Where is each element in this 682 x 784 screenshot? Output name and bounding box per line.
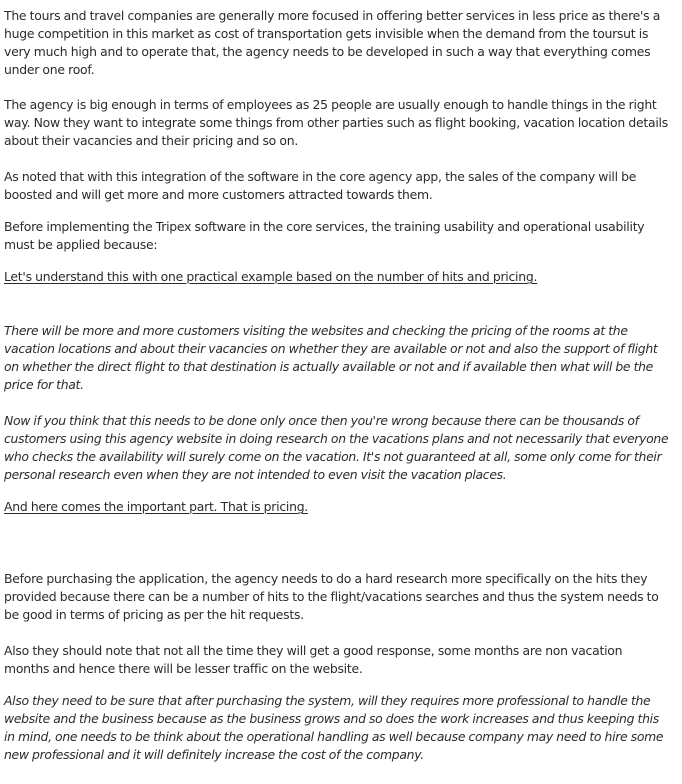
- paragraph-integration: As noted that with this integration of the software in the core agency app, the sales of the company will be boosted and will get more and more customers attracted towards them.: [4, 169, 637, 202]
- paragraph-more-professionals: Also they need to be sure that after purchasing the system, will they requires more professional to handle the website and the business because as the business grows and so does the work increases and thus keeping this in mind, one needs to be think about the operational handling as well because company may need to hire some new professional and it will definitely increase the cost of the company.: [4, 693, 664, 762]
- example-heading: Let's understand this with one practical example based on the number of hits and pricing.: [4, 269, 538, 284]
- paragraph-traffic-note: Also they should note that not all the time they will get a good response, some months are non vacation months and hence there will be lesser traffic on the website.: [4, 643, 623, 676]
- paragraph-before-purchasing: Before purchasing the application, the agency needs to do a hard research more specifically on the hits they provided because there can be a number of hits to the flight/vacations searches and thus the system needs to be good in terms of pricing as per the hit requests.: [4, 571, 659, 622]
- paragraph-before-implementing: Before implementing the Tripex software in the core services, the training usability and operational usability must be applied because:: [4, 219, 645, 252]
- paragraph-customers-visiting: There will be more and more customers visiting the websites and checking the pricing of the rooms at the vacation locations and about their vacancies on whether they are available or not and also the support of flight on whether the direct flight to that destination is actually available or not and if available then what will be the price for that.: [4, 323, 658, 392]
- paragraph-only-once: Now if you think that this needs to be done only once then you're wrong because there can be thousands of customers using this agency website in doing research on the vacations plans and not necessarily that everyone who checks the availability will surely come on the vacation. It's not guaranteed at all, some only come for their personal research even when they are not intended to even visit the vacation places.: [4, 413, 669, 482]
- paragraph-agency-size: The agency is big enough in terms of employees as 25 people are usually enough to handle things in the right way. Now they want to integrate some things from other parties such as flight booking, vacation location details about their vacancies and their pricing and so on.: [4, 97, 668, 148]
- paragraph-intro: The tours and travel companies are generally more focused in offering better services in less price as there's a huge competition in this market as cost of transportation gets invisible when the demand from the toursut is very much high and to operate that, the agency needs to be developed in such a way that everything comes under one roof.: [4, 8, 661, 77]
- pricing-heading: And here comes the important part. That is pricing.: [4, 499, 308, 514]
